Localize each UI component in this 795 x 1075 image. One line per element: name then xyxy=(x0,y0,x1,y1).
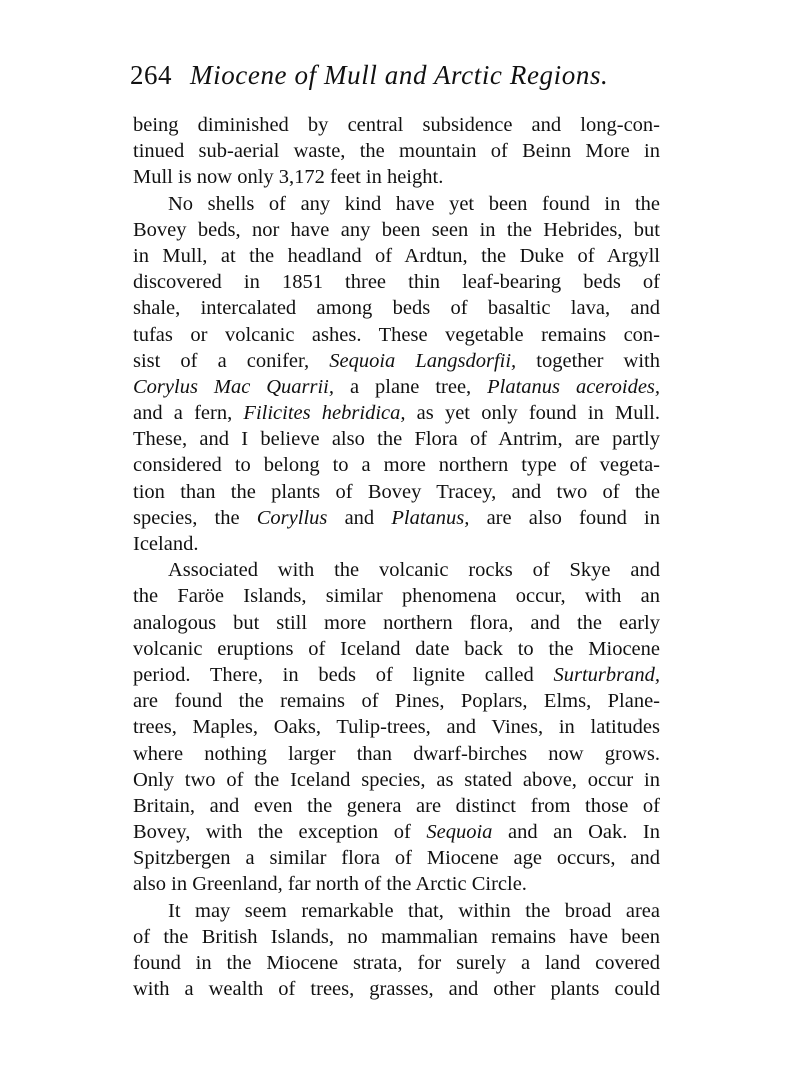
text-segment: Spitzbergen a similar flora of Miocene age occurs, and xyxy=(133,847,660,870)
text-line xyxy=(133,531,660,557)
text-line xyxy=(133,871,660,897)
paragraph xyxy=(133,112,660,191)
text-segment: trees, Maples, Oaks, Tulip-trees, and Vines, in latitudes xyxy=(133,716,660,739)
italic-segment: Coryllus xyxy=(256,506,328,529)
text-segment: and an Oak. In xyxy=(492,821,660,844)
text-line xyxy=(133,138,660,164)
paragraph xyxy=(133,557,660,897)
text-segment: Iceland. xyxy=(133,533,199,555)
text-segment: shale, intercalated among beds of basaltic lava, and xyxy=(133,297,660,320)
text-segment: considered to belong to a more northern type of vegeta- xyxy=(133,454,660,477)
text-segment: and a fern, xyxy=(133,402,244,425)
text-line xyxy=(133,610,660,636)
text-line xyxy=(133,583,660,609)
text-segment: tufas or volcanic ashes. These vegetable remains con- xyxy=(133,323,660,346)
text-line xyxy=(133,112,660,138)
text-line xyxy=(133,976,660,1002)
text-line xyxy=(133,479,660,505)
text-line xyxy=(133,662,660,688)
text-segment: in Mull, at the headland of Ardtun, the Duke of Argyll xyxy=(133,244,660,267)
text-segment: as yet only found in Mull. xyxy=(405,402,660,425)
italic-segment: Filicites hebridica, xyxy=(243,402,406,425)
text-segment: the Faröe Islands, similar phenomena occur, with an xyxy=(133,585,660,608)
text-segment: Mull is now only 3,172 feet in height. xyxy=(133,166,444,189)
text-segment: period. There, in beds of lignite called xyxy=(133,663,554,686)
text-line xyxy=(133,452,660,478)
text-line xyxy=(133,557,660,583)
running-head xyxy=(130,60,670,100)
text-segment: These, and I believe also the Flora of Antrim, are partly xyxy=(133,428,660,451)
text-segment: with a wealth of trees, grasses, and other plants could xyxy=(133,978,660,1001)
text-segment: also in Greenland, far north of the Arctic Circle. xyxy=(133,873,527,896)
italic-segment: Surturbrand, xyxy=(553,663,660,686)
text-segment: being diminished by central subsidence and long-con- xyxy=(133,114,660,136)
text-line xyxy=(133,269,660,295)
text-line xyxy=(133,793,660,819)
italic-segment: Platanus aceroides, xyxy=(487,375,661,398)
text-segment: tinued sub-aerial waste, the mountain of Beinn More in xyxy=(133,140,660,163)
italic-segment: Platanus, xyxy=(391,506,470,529)
text-segment: Only two of the Iceland species, as stated above, occur in xyxy=(133,768,660,791)
text-segment: Associated with the volcanic rocks of Skye and xyxy=(168,559,660,582)
text-segment: No shells of any kind have yet been found in the xyxy=(168,192,660,215)
text-segment: species, the xyxy=(133,506,257,529)
text-segment: a plane tree, xyxy=(334,375,488,398)
text-segment: volcanic eruptions of Iceland date back to the Miocene xyxy=(133,637,660,660)
text-segment: Britain, and even the genera are distinct from those of xyxy=(133,794,660,817)
paragraph xyxy=(133,191,660,558)
text-line xyxy=(133,400,660,426)
text-line xyxy=(133,505,660,531)
body-text xyxy=(133,112,660,1002)
text-segment: analogous but still more northern flora, and the early xyxy=(133,611,660,634)
italic-segment: Corylus Mac Quarrii, xyxy=(133,375,335,398)
text-line xyxy=(133,845,660,871)
text-segment: and xyxy=(327,506,392,529)
text-segment: are also found in xyxy=(469,506,660,529)
text-line xyxy=(133,243,660,269)
text-line xyxy=(133,688,660,714)
text-line xyxy=(133,217,660,243)
text-segment: sist of a conifer, xyxy=(133,349,330,372)
text-line xyxy=(133,374,660,400)
text-line xyxy=(133,164,660,190)
text-line xyxy=(133,426,660,452)
text-line xyxy=(133,924,660,950)
text-segment: found in the Miocene strata, for surely a land covered xyxy=(133,952,660,974)
text-segment: Bovey beds, nor have any been seen in the Hebrides, but xyxy=(133,218,660,241)
text-line xyxy=(133,322,660,348)
running-title: Miocene of Mull and Arctic Regions. xyxy=(190,60,609,90)
text-line xyxy=(133,348,660,374)
text-segment: tion than the plants of Bovey Tracey, and two of the xyxy=(133,480,660,503)
paragraph xyxy=(133,898,660,1003)
text-line xyxy=(133,191,660,217)
text-segment: discovered in 1851 three thin leaf-bearing beds of xyxy=(133,271,660,294)
text-line xyxy=(133,767,660,793)
text-line xyxy=(133,636,660,662)
text-segment: where nothing larger than dwarf-birches now grows. xyxy=(133,742,660,765)
text-line xyxy=(133,741,660,767)
text-segment: It may seem remarkable that, within the broad area xyxy=(168,899,660,922)
text-segment: Bovey, with the exception of xyxy=(133,821,427,844)
text-line xyxy=(133,295,660,321)
text-line xyxy=(133,950,660,976)
page-number: 264 xyxy=(130,60,172,90)
italic-segment: Sequoia Langsdorfii, xyxy=(329,349,517,372)
text-line xyxy=(133,714,660,740)
text-segment: of the British Islands, no mammalian remains have been xyxy=(133,925,660,948)
italic-segment: Sequoia xyxy=(426,821,493,844)
text-line xyxy=(133,819,660,845)
text-segment: are found the remains of Pines, Poplars, Elms, Plane- xyxy=(133,690,660,713)
text-segment: together with xyxy=(516,349,660,372)
text-line xyxy=(133,898,660,924)
